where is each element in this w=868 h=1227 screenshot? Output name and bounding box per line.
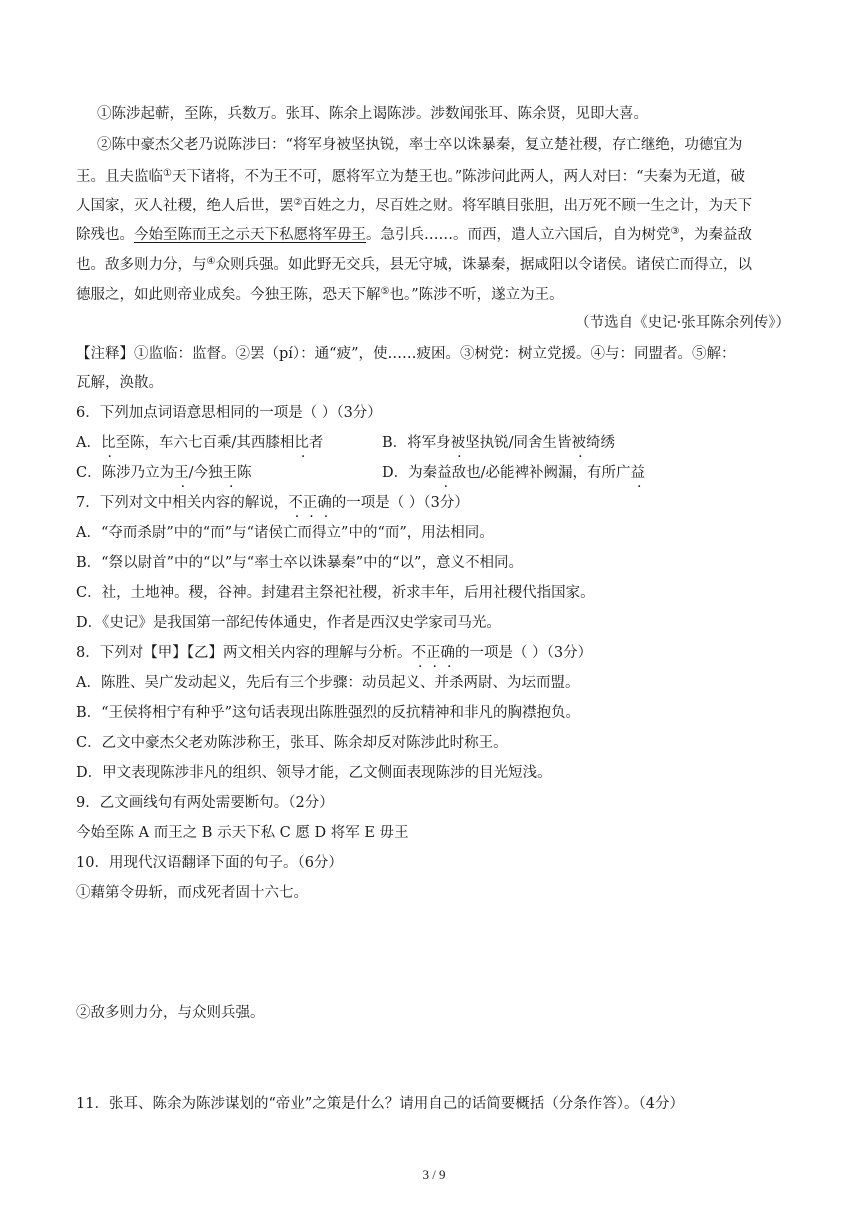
page-number: 3 / 9 bbox=[422, 1167, 446, 1182]
option-d[interactable]: D．《史记》是我国第一部纪传体通史，作者是西汉史学家司马光。 bbox=[76, 615, 501, 631]
passage-line: 也。敌多则力分，与④众则兵强。如此野无交兵，县无守城，诛暴秦，据咸阳以令诸侯。诸侯亡而得立，以 bbox=[76, 256, 752, 273]
passage-line: ①陈涉起蕲，至陈，兵数万。张耳、陈余上谒陈涉。涉数闻张耳、陈余贤，见即大喜。 bbox=[97, 106, 648, 122]
option-a[interactable]: A．比至陈，车六七百乘/其西膝相比者 bbox=[76, 435, 324, 451]
passage-line: ②陈中豪杰父老乃说陈涉曰：“将军身被坚执锐，率士卒以诛暴秦，复立楚社稷，存亡继绝，功德宜为 bbox=[97, 137, 743, 153]
underlined-sentence: 今始至陈而王之示天下私愿将军毋王 bbox=[134, 227, 366, 243]
option-b[interactable]: B．“祭以尉首”中的“以”与“率士卒以诛暴秦”中的“以”，意义不相同。 bbox=[76, 555, 523, 571]
question-9-stem: 9．乙文画线句有两处需要断句。（2分） bbox=[76, 795, 334, 811]
question-10-sentence-2: ②敌多则力分，与众则兵强。 bbox=[76, 1005, 265, 1021]
option-d[interactable]: D．为秦益敌也/必能裨补阙漏，有所广益 bbox=[382, 465, 646, 481]
passage-line: 德服之，如此则帝业成矣。今独王陈，恐天下解⑤也。”陈涉不听，遂立为王。 bbox=[76, 286, 564, 303]
option-c[interactable]: C．陈涉乃立为王/今独王陈 bbox=[76, 465, 252, 481]
option-a[interactable]: A．陈胜、吴广发动起义，先后有三个步骤：动员起义、并杀两尉、为坛而盟。 bbox=[76, 675, 580, 691]
question-6-options-ab bbox=[76, 433, 323, 453]
passage-line: 王。且夫监临①天下诸将，不为王不可，愿将军立为楚王也。”陈涉问此两人，两人对曰：“夫秦为无道，破 bbox=[76, 168, 746, 185]
question-8-stem: 8．下列对【甲】【乙】两文相关内容的理解与分析。不正确的一项是（ ）（3分） bbox=[76, 645, 593, 661]
option-c[interactable]: C．社，土地神。稷，谷神。封建君主祭祀社稷，祈求丰年，后用社稷代指国家。 bbox=[76, 585, 595, 601]
option-d[interactable]: D．甲文表现陈涉非凡的组织、领导才能，乙文侧面表现陈涉的目光短浅。 bbox=[76, 765, 552, 781]
option-a[interactable]: A．“夺而杀尉”中的“而”与“诸侯亡而得立”中的“而”，用法相同。 bbox=[76, 525, 494, 541]
source-citation: （节选自《史记·张耳陈余列传》） bbox=[575, 315, 790, 331]
footnote-marker: ④ bbox=[206, 256, 216, 267]
footnote-marker: ① bbox=[163, 168, 172, 179]
annotation-notes: 瓦解，涣散。 bbox=[76, 375, 163, 391]
question-10-sentence-1: ①藉第令毋斩，而戍死者固十六七。 bbox=[76, 885, 308, 901]
footnote-marker: ② bbox=[293, 197, 303, 208]
question-11-stem: 11．张耳、陈余为陈涉谋划的“帝业”之策是什么？请用自己的话简要概括（分条作答）。（4分） bbox=[76, 1096, 684, 1112]
option-b[interactable]: B．“王侯将相宁有种乎”这句话表现出陈胜强烈的反抗精神和非凡的胸襟抱负。 bbox=[76, 705, 580, 721]
question-10-stem: 10．用现代汉语翻译下面的句子。（6分） bbox=[76, 855, 343, 871]
question-6-stem: 6．下列加点词语意思相同的一项是（ ）（3分） bbox=[76, 405, 382, 421]
question-7-stem: 7．下列对文中相关内容的解说，不正确的一项是（ ）（3分） bbox=[76, 495, 469, 511]
footnote-marker: ⑤ bbox=[380, 286, 390, 297]
passage-line: 人国家，灭人社稷，绝人后世，罢②百姓之力，尽百姓之财。将军瞋目张胆，出万死不顾一生之计，为天下 bbox=[76, 197, 752, 214]
passage-line: 除残也。今始至陈而王之示天下私愿将军毋王。急引兵……。而西，遣人立六国后，自为树党③，为秦益敌 bbox=[76, 226, 752, 243]
annotation-notes: 【注释】①监临：监督。②罢（pí）：通“疲”，使……疲困。③树党：树立党援。④与：同盟者。⑤解： bbox=[76, 346, 736, 362]
footnote-marker: ③ bbox=[670, 226, 680, 237]
option-b[interactable]: B．将军身被坚执锐/同舍生皆被绮绣 bbox=[382, 435, 616, 451]
option-c[interactable]: C．乙文中豪杰父老劝陈涉称王，张耳、陈余却反对陈涉此时称王。 bbox=[76, 735, 508, 751]
question-9-sentence: 今始至陈 A 而王之 B 示天下私 C 愿 D 将军 E 毋王 bbox=[76, 825, 409, 841]
